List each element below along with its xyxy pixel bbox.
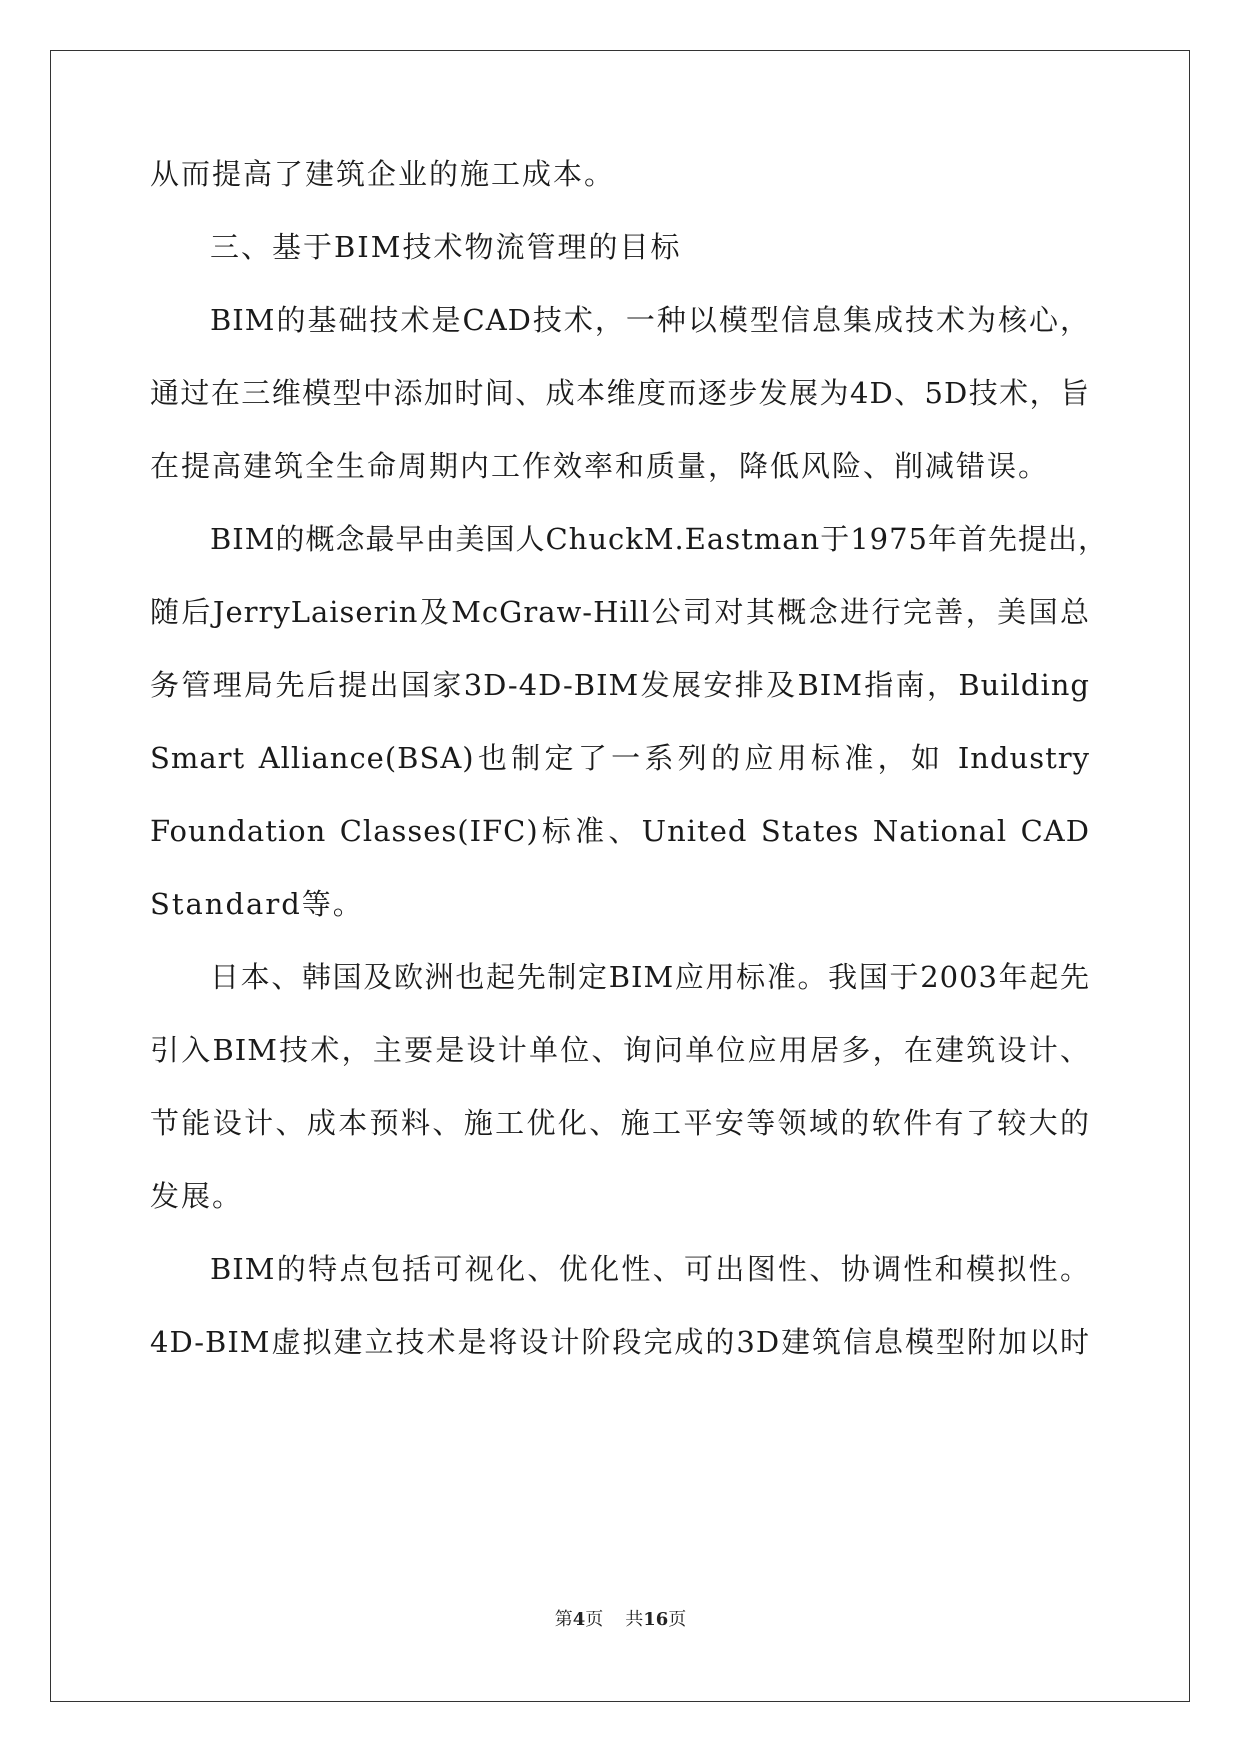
text-line: 发展。	[150, 1179, 244, 1213]
text-line: BIM的概念最早由美国人ChuckM.Eastman于1975年首先提出，	[210, 522, 1108, 556]
text-line: 引入BIM技术，主要是设计单位、询问单位应用居多，在建筑设计、	[150, 1033, 1090, 1067]
text-line: 随后JerryLaiserin及McGraw-Hill公司对其概念进行完善，美国总	[150, 595, 1090, 629]
text-line: BIM的基础技术是CAD技术，一种以模型信息集成技术为核心，	[210, 303, 1090, 337]
page-footer	[0, 1608, 1241, 1632]
text-line: Smart Alliance(BSA)也制定了一系列的应用标准，如 Industry	[150, 741, 1090, 775]
text-line: 4D-BIM虚拟建立技术是将设计阶段完成的3D建筑信息模型附加以时	[150, 1325, 1090, 1359]
text-line: 通过在三维模型中添加时间、成本维度而逐步发展为4D、5D技术，旨	[150, 376, 1090, 410]
page-unit: 页	[585, 1609, 604, 1630]
text-line: 在提高建筑全生命周期内工作效率和质量，降低风险、削减错误。	[150, 449, 1050, 483]
page-number: 4	[572, 1609, 586, 1630]
text-line: 日本、韩国及欧洲也起先制定BIM应用标准。我国于2003年起先	[210, 960, 1090, 994]
section-heading: 三、基于BIM技术物流管理的目标	[210, 230, 682, 264]
text-line: 节能设计、成本预料、施工优化、施工平安等领域的软件有了较大的	[150, 1106, 1090, 1140]
total-pages: 16	[643, 1609, 669, 1630]
total-unit: 页	[668, 1609, 687, 1630]
text-line: 务管理局先后提出国家3D-4D-BIM发展安排及BIM指南，Building	[150, 668, 1090, 702]
page-prefix: 第	[554, 1609, 573, 1630]
text-line: BIM的特点包括可视化、优化性、可出图性、协调性和模拟性。	[210, 1252, 1090, 1286]
total-prefix: 共	[625, 1609, 644, 1630]
text-line: Foundation Classes(IFC)标准、United States National CAD	[150, 814, 1090, 848]
text-line: Standard等。	[150, 887, 364, 921]
text-line: 从而提高了建筑企业的施工成本。	[150, 157, 616, 191]
